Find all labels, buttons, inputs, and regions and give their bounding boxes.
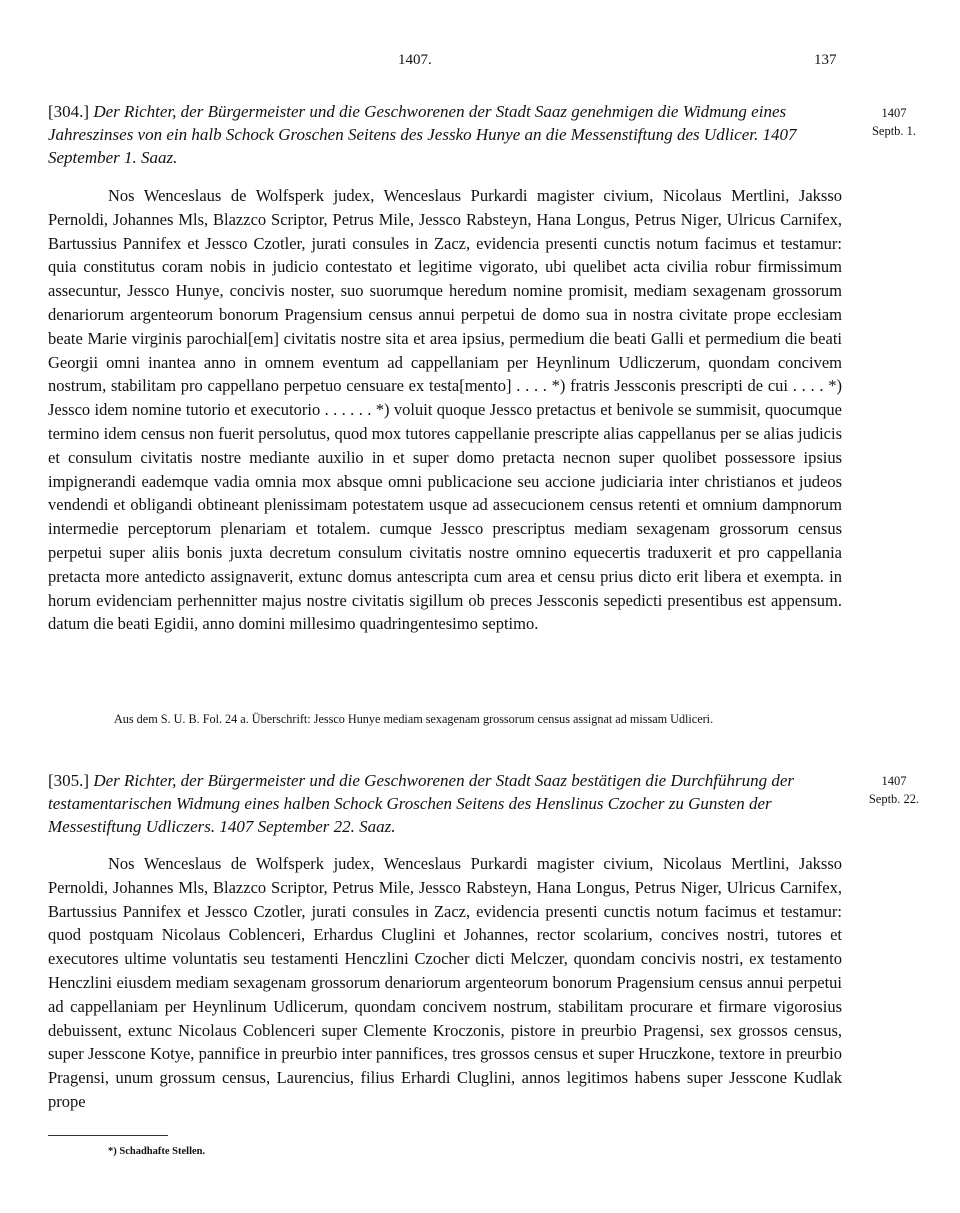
entry-305-number: [305.] bbox=[48, 771, 90, 790]
footnote-rule bbox=[48, 1135, 168, 1136]
footnote: *) Schadhafte Stellen. bbox=[108, 1146, 206, 1157]
entry-304-number: [304.] bbox=[48, 102, 90, 121]
entry-304-source: Aus dem S. U. B. Fol. 24 a. Überschrift: Jessco Hunye mediam sexagenam grossorum census assignat ad missam Udliceri. bbox=[114, 712, 714, 726]
header-year: 1407. bbox=[398, 52, 432, 68]
entry-304-title: Der Richter, der Bürgermeister und die Geschworenen der Stadt Saaz genehmigen die Widmung eines Jahreszinses von ein halb Schock Groschen Seitens des Jessko Hunye an die Messenstiftung des Udlicer. 1407 September 1. Saaz. bbox=[48, 102, 797, 167]
entry-305-margin-note bbox=[854, 772, 934, 808]
entry-305-body bbox=[48, 852, 842, 1114]
entry-305-text: Nos Wenceslaus de Wolfsperk judex, Wenceslaus Purkardi magister civium, Nicolaus Mertlini, Jaksso Pernoldi, Johannes Mls, Blazzco Scriptor, Petrus Mile, Jessco Rabsteyn, Hana Longus, Petrus Niger, Ulricus Carnifex, Bartussius Pannifex et Jessco Czotler, jurati consules in Zacz, evidencia presenti cunctis notum facimus et testamur: quod postquam Nicolaus Coblenceri, Erhardus Cluglini et Johannes, rector scolarium, concives nostri, tutores et executores ultime voluntatis seu testamenti Henczlini Czocher dicti Melczer, quondam concivis nostri, ex testamento Henczlini eiusdem mediam sexagenam grossorum denariorum argenteorum bonorum Pragensium census annui perpetui ad cappellaniam per Heynlinum Udlicerum, quondam concivem nostrum, stabilitam procurare et firmare vigorosius debuissent, extunc Nicolaus Coblenceri super Clemente Kroczonis, pistore in preurbio Pragensi, sex grossos census, super Jesscone Kotye, pannifice in preurbio inter pannifices, tres grossos census et super Hruczkone, textore in preurbio Pragensi, unum grossum census, Laurencius, filius Erhardi Cluglini, annos legitimos habens super Jesscone Kudlak prope bbox=[48, 854, 842, 1111]
entry-304-margin-year: 1407 bbox=[881, 106, 907, 120]
entry-305-title: Der Richter, der Bürgermeister und die Geschworenen der Stadt Saaz bestätigen die Durchführung der testamentarischen Widmung eines halben Schock Groschen Seitens des Henslinus Czocher zu Gunsten der Messestiftung Udliczers. 1407 September 22. Saaz. bbox=[48, 771, 794, 836]
entry-304-body bbox=[48, 184, 842, 636]
entry-305-margin-date: Septb. 22. bbox=[868, 792, 920, 806]
entry-304-margin-date: Septb. 1. bbox=[871, 124, 917, 138]
running-header bbox=[0, 52, 960, 76]
entry-304-text: Nos Wenceslaus de Wolfsperk judex, Wenceslaus Purkardi magister civium, Nicolaus Mertlini, Jaksso Pernoldi, Johannes Mls, Blazzco Scriptor, Petrus Mile, Jessco Rabsteyn, Hana Longus, Petrus Niger, Ulricus Carnifex, Bartussius Pannifex et Jessco Czotler, jurati consules in Zacz, evidencia presenti cunctis notum facimus et testamur: quia constitutus coram nobis in judicio contestato et legitime vigorato, ubi quelibet acta civilia robur firmissimum assecuntur, Jessco Hunye, concivis noster, suo suorumque heredum nomine promisit, mediam sexagenam grossorum denariorum argenteorum bonorum Pragensium census annui perpetui de domo sua in nostra civitate prope ecclesiam beate Marie virginis parochial[em] civitatis nostre sita et area ipsius, permedium die beati Galli et permedium die beati Georgii omni inantea anno in omnem eventum ad cappellaniam per Heynlinum Udliczerum, quondam concivem nostrum, stabilitam pro cappellano perpetuo censuare ex testa[mento] . . . . *) fratris Jessconis prescripti de cui . . . . *) Jessco idem nomine tutorio et executorio . . . . . . *) voluit quoque Jessco pretactus et benivole se summisit, quocumque termino idem census non fuerit persolutus, quod mox tutores cappellanie prescripte alias cappellanus per se alias judicis et consulum civitatis nostre mediante auxilio in et super domo pretacta necnon super quolibet possessore ipsius impignerandi eademque vadia omnia mox absque omni publicacione seu accione judiciaria inter christianos et judeos vendendi et obligandi obtineant plenissimam potestatem usque ad assecucionem census retenti et omnium dampnorum intermedie perceptorum plenariam et totalem. cumque Jessco prescriptus mediam sexagenam grossorum census perpetui super aliis bonis juxta decretum consulum civitatis nostre omnino equecertis traduxerit et pro cappellania pretacta more antedicto assignaverit, extunc domus antescripta cum area et censu prius dicto erit libera et exempta. in horum evidenciam perhennitter majus nostre civitatis sigillum ob preces Jessconis sepedicti presentibus est appensum. datum die beati Egidii, anno domini millesimo quadringentesimo septimo. bbox=[48, 186, 842, 634]
entry-304-margin-note bbox=[854, 104, 934, 140]
entry-304-heading bbox=[48, 100, 838, 169]
entry-305-margin-year: 1407 bbox=[881, 774, 907, 788]
entry-304-source-note bbox=[48, 710, 842, 729]
page-number: 137 bbox=[814, 52, 837, 68]
entry-305-heading bbox=[48, 769, 838, 838]
